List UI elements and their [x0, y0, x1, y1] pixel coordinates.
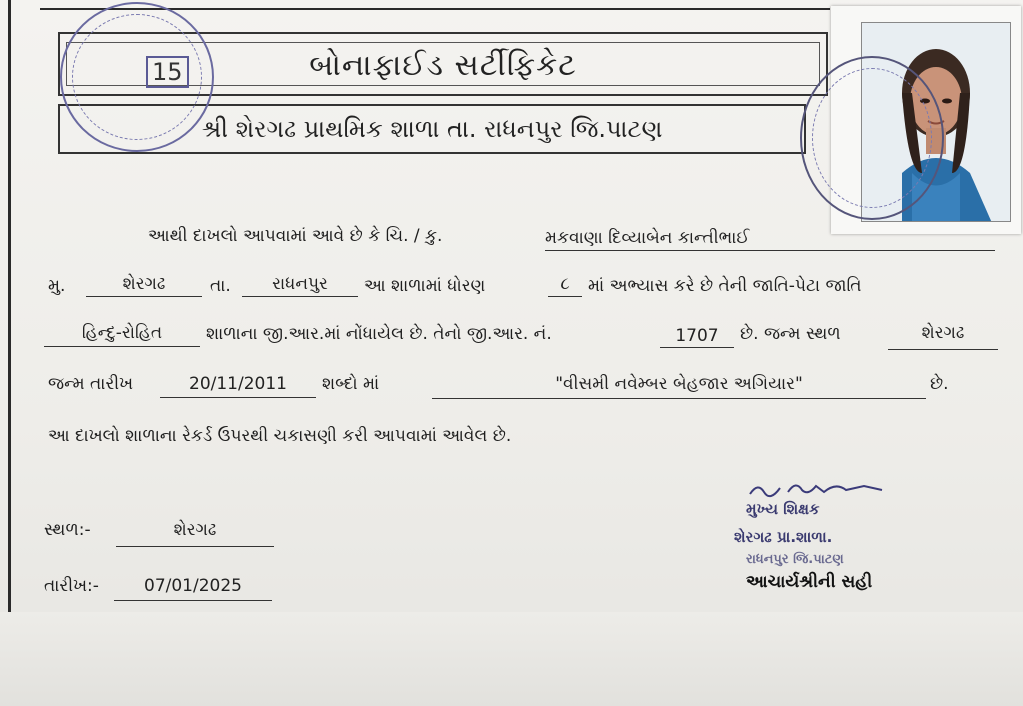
- left-border-line: [8, 0, 11, 612]
- date-line: [114, 600, 272, 601]
- stamp-line-place: રાધનપુર જિ.પાટણ: [746, 552, 844, 567]
- taluka-value: રાધનપુર: [272, 274, 328, 294]
- birthplace-value: શેરગઢ: [921, 323, 965, 343]
- school-name: શ્રી શેરગઢ પ્રાથમિક શાળા તા. રાધનપુર જિ.પાટણ: [201, 115, 663, 143]
- village-value: શેરગઢ: [122, 274, 166, 294]
- photo-stamp: [800, 56, 944, 220]
- date-label: તારીખ:-: [44, 576, 99, 596]
- words-label: શબ્દો માં: [322, 374, 380, 394]
- gr-number: 1707: [675, 326, 719, 346]
- bottom-edge: [0, 612, 1023, 706]
- place-line: [116, 546, 274, 547]
- caste-value: હિન્દુ-રોહિત: [81, 323, 163, 343]
- stamp-number: 15: [146, 56, 189, 88]
- place-label: સ્થળ:-: [44, 520, 91, 540]
- standard-value: ૮: [560, 274, 570, 294]
- place-value: શેરગઢ: [173, 520, 217, 540]
- caste-text: માં અભ્યાસ કરે છે તેની જાતિ-પેટા જાતિ: [588, 276, 862, 296]
- certify-text: આથી દાખલો આપવામાં આવે છે કે ચિ. / કુ.: [148, 226, 443, 246]
- birthplace-text: છે. જન્મ સ્થળ: [740, 324, 841, 344]
- closing-text: આ દાખલો શાળાના રેકર્ડ ઉપરથી ચકાસણી કરી આપવામાં આવેલ છે.: [48, 426, 512, 446]
- standard-text: આ શાળામાં ધોરણ: [364, 276, 486, 296]
- caste-line: [44, 346, 200, 347]
- village-label: મુ.: [48, 276, 66, 296]
- birthplace-line: [888, 349, 998, 350]
- student-name: મકવાણા દિવ્યાબેન કાન્તીભાઈ: [545, 228, 750, 248]
- taluka-label: તા.: [210, 276, 231, 296]
- student-name-line: [545, 250, 995, 251]
- gr-line: [660, 347, 734, 348]
- school-stamp-top-left: [60, 2, 214, 152]
- gr-text: શાળાના જી.આર.માં નોંધાયેલ છે. તેનો જી.આર. નં.: [206, 324, 552, 344]
- photo-stamp-ring: [812, 68, 932, 208]
- taluka-line: [242, 296, 358, 297]
- stamp-line-head-teacher: મુખ્ય શિક્ષક: [746, 500, 820, 518]
- dob-label: જન્મ તારીખ: [48, 374, 134, 394]
- dob-end: છે.: [930, 374, 949, 394]
- principal-signature: [746, 478, 896, 502]
- standard-line: [548, 296, 582, 297]
- stamp-line-school: શેરગઢ પ્રા.શાળા.: [734, 528, 833, 546]
- certificate-title: બોનાફાઈડ સર્ટીફિકેટ: [309, 48, 577, 83]
- dob-words-line: [432, 398, 926, 399]
- dob-words: "વીસમી નવેમ્બર બેહજાર અગિયાર": [555, 374, 803, 394]
- dob-value: 20/11/2011: [189, 374, 287, 394]
- signature-label: આચાર્યશ્રીની સહી: [746, 572, 873, 592]
- date-value: 07/01/2025: [144, 576, 242, 596]
- dob-line: [160, 397, 316, 398]
- village-line: [86, 296, 202, 297]
